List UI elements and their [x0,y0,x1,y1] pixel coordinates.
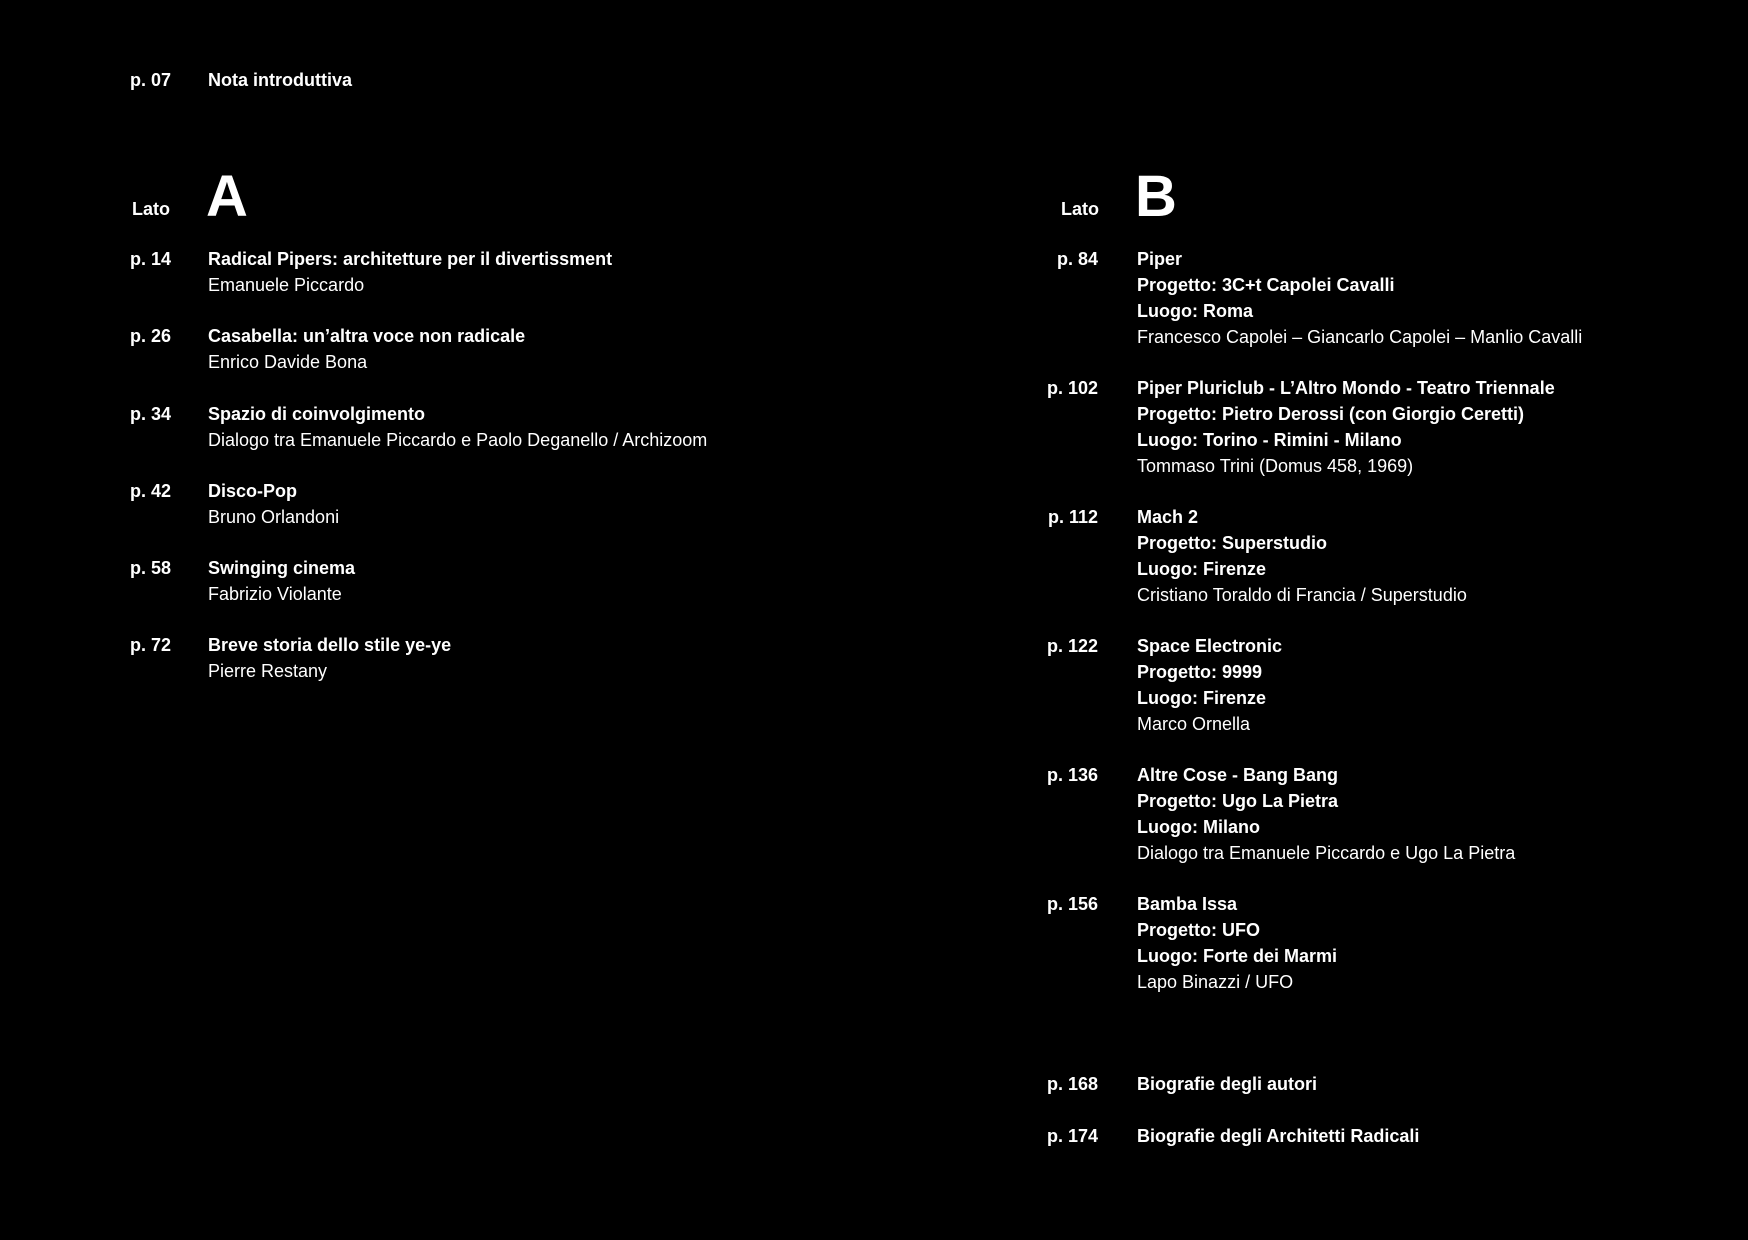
entry-title: Casabella: un’altra voce non radicale [208,326,526,346]
entry-title: Piper [1137,249,1183,269]
entry-title: Mach 2 [1137,507,1199,527]
entry-title: Spazio di coinvolgimento [208,404,426,424]
page-number: p. 42 [130,481,172,501]
page-number: p. 168 [1046,1074,1098,1094]
entry-project: Progetto: 3C+t Capolei Cavalli [1137,275,1395,295]
entry-author: Enrico Davide Bona [208,352,368,372]
entry-place: Luogo: Roma [1137,301,1253,321]
entry-project: Progetto: 9999 [1137,662,1263,682]
entry-title: Breve storia dello stile ye-ye [208,635,452,655]
page-number: p. 84 [1056,249,1098,269]
page-number: p. 07 [130,70,172,90]
entry-author: Dialogo tra Emanuele Piccardo e Paolo Deganello / Archizoom [208,430,708,450]
entry-author: Pierre Restany [208,661,328,681]
entry-place: Luogo: Firenze [1137,559,1266,579]
entry-title: Nota introduttiva [208,70,352,90]
entry-place: Luogo: Firenze [1137,688,1266,708]
entry-title: Swinging cinema [208,558,356,578]
entry-place: Luogo: Milano [1137,817,1260,837]
entry-author: Lapo Binazzi / UFO [1137,972,1294,992]
page-number: p. 34 [130,404,172,424]
page-number: p. 174 [1046,1126,1098,1146]
side-b-label: Lato [1061,199,1099,219]
entry-title: Bamba Issa [1137,894,1238,914]
entry-project: Progetto: Ugo La Pietra [1137,791,1339,811]
entry-place: Luogo: Torino - Rimini - Milano [1137,430,1402,450]
page-number: p. 14 [130,249,172,269]
entry-title: Space Electronic [1137,636,1283,656]
entry-author: Tommaso Trini (Domus 458, 1969) [1137,456,1414,476]
entry-project: Progetto: Superstudio [1137,533,1327,553]
entry-author: Dialogo tra Emanuele Piccardo e Ugo La Pietra [1137,843,1516,863]
page-number: p. 26 [130,326,172,346]
page-number: p. 112 [1047,507,1098,527]
page-number: p. 102 [1046,378,1098,398]
entry-author: Cristiano Toraldo di Francia / Superstudio [1137,585,1467,605]
page-number: p. 156 [1046,894,1098,914]
side-a-label: Lato [132,199,170,219]
entry-author: Marco Ornella [1137,714,1251,734]
side-a-letter: A [206,164,248,229]
entry-title: Biografie degli autori [1137,1074,1318,1094]
page-number: p. 58 [130,558,172,578]
entry-author: Francesco Capolei – Giancarlo Capolei – Manlio Cavalli [1137,327,1583,347]
side-b-letter: B [1135,164,1177,229]
entry-title: Piper Pluriclub - L’Altro Mondo - Teatro Triennale [1137,378,1555,398]
entry-project: Progetto: Pietro Derossi (con Giorgio Ceretti) [1137,404,1525,424]
entry-title: Altre Cose - Bang Bang [1137,765,1339,785]
entry-place: Luogo: Forte dei Marmi [1137,946,1337,966]
page-number: p. 72 [130,635,172,655]
entry-author: Bruno Orlandoni [208,507,340,527]
entry-title: Biografie degli Architetti Radicali [1137,1126,1420,1146]
entry-title: Disco-Pop [208,481,298,501]
page-number: p. 122 [1046,636,1098,656]
entry-project: Progetto: UFO [1137,920,1260,940]
entry-author: Emanuele Piccardo [208,275,365,295]
entry-title: Radical Pipers: architetture per il divertissment [208,249,613,269]
entry-author: Fabrizio Violante [208,584,342,604]
page-number: p. 136 [1046,765,1098,785]
